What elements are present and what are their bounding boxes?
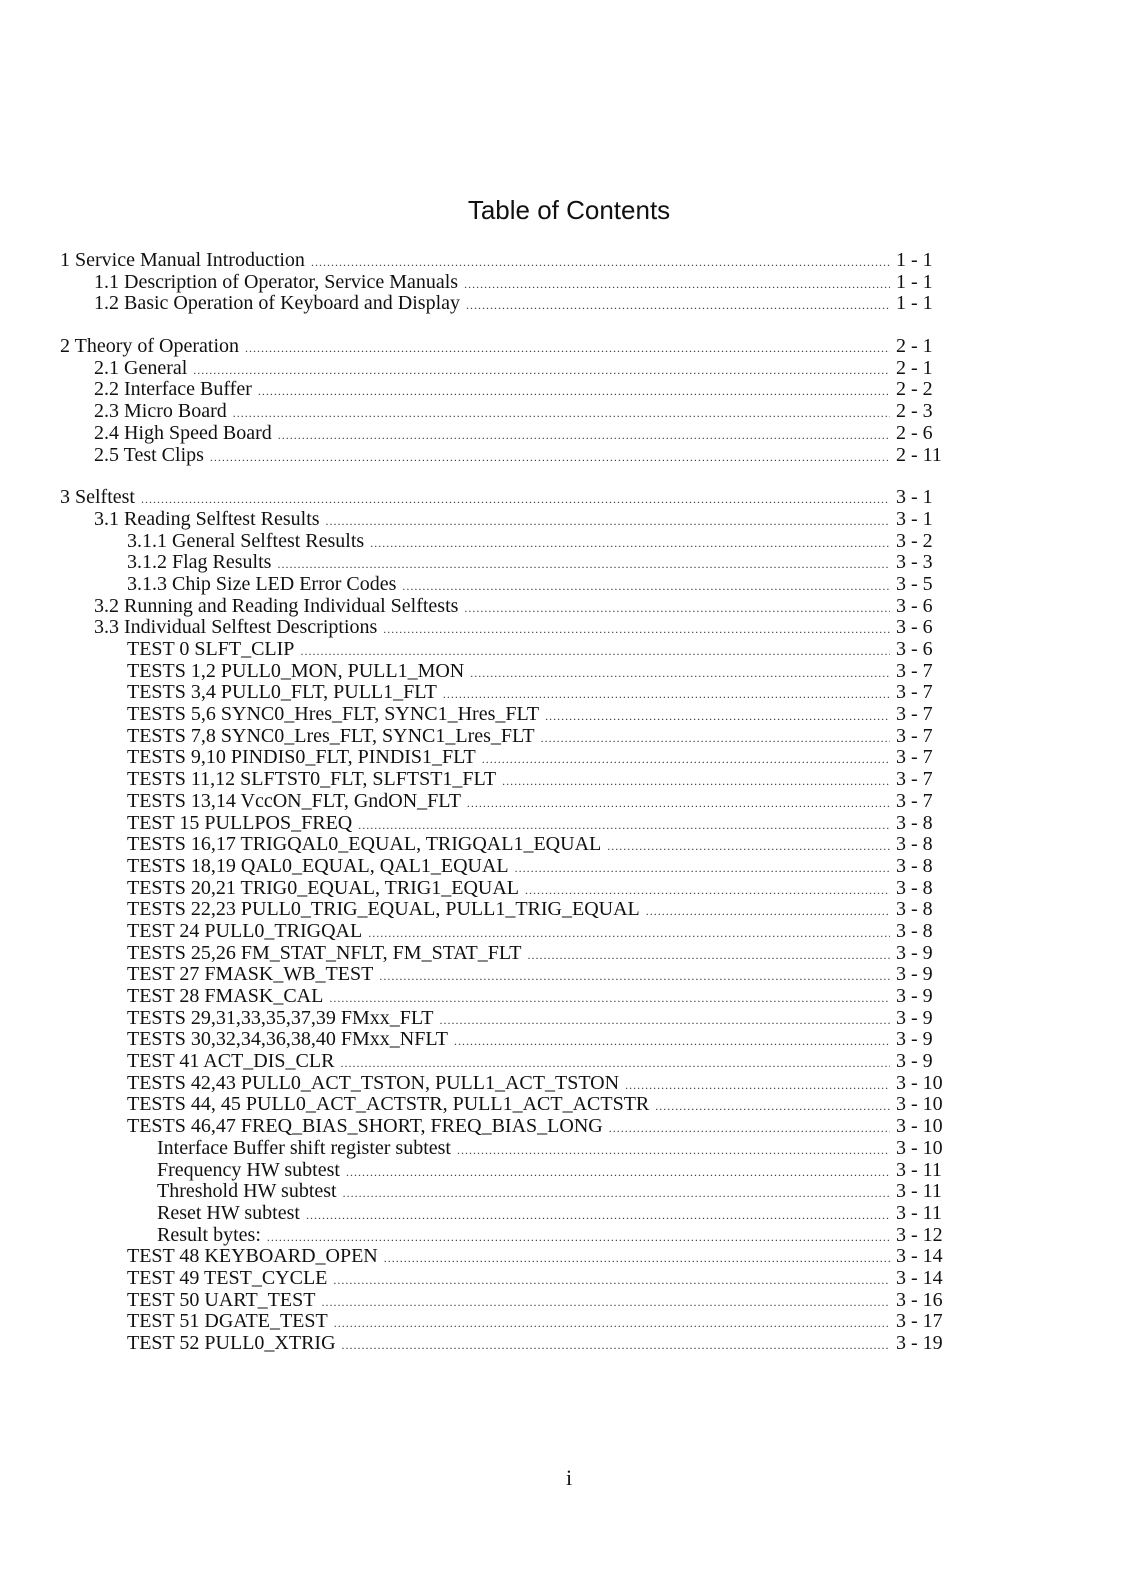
toc-entry-title: Interface Buffer shift register subtest <box>157 1136 451 1159</box>
dot-leader <box>321 1292 890 1314</box>
toc-entry-page: 2 - 1 <box>896 335 933 358</box>
dot-leader <box>306 1205 890 1227</box>
toc-entry-title: TESTS 11,12 SLFTST0_FLT, SLFTST1_FLT <box>127 768 497 791</box>
toc-entry-title: 2 Theory of Operation <box>60 335 240 358</box>
toc-entry-page: 3 - 6 <box>896 616 933 639</box>
toc-entry-title: Result bytes: <box>157 1223 261 1246</box>
toc-entry-title: TESTS 22,23 PULL0_TRIG_EQUAL, PULL1_TRIG_EQUAL <box>127 898 640 921</box>
toc-entry[interactable] <box>60 250 950 272</box>
toc-entry-page: 3 - 7 <box>896 703 933 726</box>
toc-entry[interactable] <box>60 293 950 315</box>
toc-entry[interactable] <box>60 704 950 726</box>
dot-leader <box>384 1248 890 1270</box>
toc-entry[interactable] <box>60 596 950 618</box>
toc-entry[interactable] <box>60 899 950 921</box>
dot-leader <box>482 749 890 771</box>
dot-leader <box>233 403 890 425</box>
toc-entry-title: TESTS 30,32,34,36,38,40 FMxx_NFLT <box>127 1028 448 1051</box>
toc-entry-title: TESTS 44, 45 PULL0_ACT_ACTSTR, PULL1_ACT_ACTSTR <box>127 1093 650 1116</box>
toc-entry-page: 3 - 7 <box>896 659 933 682</box>
toc-entry[interactable] <box>60 813 950 835</box>
toc-entry[interactable] <box>60 401 950 423</box>
toc-entry-title: TEST 52 PULL0_XTRIG <box>127 1332 336 1354</box>
toc-entry[interactable] <box>60 1073 950 1095</box>
toc-entry-title: TESTS 5,6 SYNC0_Hres_FLT, SYNC1_Hres_FLT <box>127 703 540 726</box>
toc-entry-page: 1 - 1 <box>896 249 933 271</box>
toc-entry-page: 3 - 9 <box>896 941 933 964</box>
toc-entry-page: 3 - 10 <box>896 1136 943 1159</box>
toc-entry-title: 3.1.1 General Selftest Results <box>127 529 365 552</box>
toc-entry[interactable] <box>60 1160 950 1182</box>
dot-leader <box>193 360 890 382</box>
toc-entry-title: Reset HW subtest <box>157 1201 300 1224</box>
toc-entry-page: 3 - 10 <box>896 1093 943 1116</box>
toc-entry-page: 3 - 8 <box>896 898 933 921</box>
toc-section <box>60 336 950 466</box>
dot-leader <box>342 1335 890 1357</box>
toc-entry-title: TEST 28 FMASK_CAL <box>127 985 324 1007</box>
dot-leader <box>333 1270 890 1292</box>
dot-leader <box>609 1118 890 1140</box>
dot-leader <box>541 728 890 750</box>
toc-entry-title: 1.2 Basic Operation of Keyboard and Display <box>94 292 461 315</box>
toc-entry[interactable] <box>60 964 950 986</box>
toc-entry-title: TESTS 1,2 PULL0_MON, PULL1_MON <box>127 659 465 682</box>
dot-leader <box>467 793 890 815</box>
toc-entry-title: 3.3 Individual Selftest Descriptions <box>94 616 378 639</box>
toc-entry-page: 3 - 7 <box>896 681 933 704</box>
dot-leader <box>383 619 890 641</box>
toc-entry-title: 2.1 General <box>94 356 188 379</box>
toc-entry[interactable] <box>60 1029 950 1051</box>
toc-entry-page: 3 - 6 <box>896 594 933 617</box>
toc-entry-page: 3 - 2 <box>896 529 933 552</box>
toc-entry[interactable] <box>60 423 950 445</box>
toc-entry-page: 3 - 7 <box>896 768 933 791</box>
toc-entry-title: TEST 48 KEYBOARD_OPEN <box>127 1245 378 1268</box>
dot-leader <box>470 663 890 685</box>
dot-leader <box>346 1162 890 1184</box>
toc-entry-title: Frequency HW subtest <box>157 1158 340 1181</box>
toc-entry-title: TESTS 20,21 TRIG0_EQUAL, TRIG1_EQUAL <box>127 876 520 899</box>
toc-entry[interactable] <box>60 1311 950 1333</box>
toc-entry[interactable] <box>60 639 950 661</box>
toc-entry[interactable] <box>60 769 950 791</box>
page-number: i <box>565 1465 573 1490</box>
toc-entry-page: 3 - 8 <box>896 919 933 942</box>
dot-leader <box>326 511 890 533</box>
toc-entry-page: 3 - 16 <box>896 1288 943 1311</box>
table-of-contents <box>60 250 950 1376</box>
toc-entry-title: TESTS 25,26 FM_STAT_NFLT, FM_STAT_FLT <box>127 941 522 964</box>
toc-entry-title: TEST 49 TEST_CYCLE <box>127 1266 328 1289</box>
toc-entry-title: TESTS 29,31,33,35,37,39 FMxx_FLT <box>127 1006 434 1029</box>
toc-entry[interactable] <box>60 617 950 639</box>
dot-leader <box>464 274 890 296</box>
toc-entry-page: 3 - 8 <box>896 876 933 899</box>
dot-leader <box>625 1075 890 1097</box>
toc-entry[interactable] <box>60 682 950 704</box>
page-title: Table of Contents <box>467 195 671 225</box>
dot-leader <box>466 295 890 317</box>
toc-entry-page: 2 - 2 <box>896 378 933 401</box>
toc-entry-page: 3 - 10 <box>896 1071 943 1094</box>
dot-leader <box>278 425 890 447</box>
toc-entry[interactable] <box>60 1008 950 1030</box>
toc-entry[interactable] <box>60 531 950 553</box>
toc-entry-title: 3.2 Running and Reading Individual Selftests <box>94 594 459 617</box>
toc-entry-title: TEST 41 ACT_DIS_CLR <box>127 1050 335 1073</box>
toc-entry-title: 3.1.3 Chip Size LED Error Codes <box>127 572 397 595</box>
dot-leader <box>457 1140 890 1162</box>
toc-entry-page: 3 - 9 <box>896 1028 933 1051</box>
toc-entry-title: TEST 15 PULLPOS_FREQ <box>127 811 353 834</box>
toc-entry-page: 3 - 11 <box>896 1201 942 1224</box>
toc-entry-page: 1 - 1 <box>896 292 933 315</box>
toc-entry[interactable] <box>60 379 950 401</box>
toc-entry[interactable] <box>60 272 950 294</box>
toc-entry-page: 2 - 1 <box>896 356 933 379</box>
dot-leader <box>370 533 890 555</box>
toc-entry[interactable] <box>60 574 950 596</box>
toc-entry[interactable] <box>60 1181 950 1203</box>
toc-entry-title: TESTS 16,17 TRIGQAL0_EQUAL, TRIGQAL1_EQUAL <box>127 833 602 856</box>
toc-entry-title: TEST 24 PULL0_TRIGQAL <box>127 919 363 942</box>
toc-entry-title: TESTS 13,14 VccON_FLT, GndON_FLT <box>127 789 461 812</box>
toc-entry-title: TESTS 42,43 PULL0_ACT_TSTON, PULL1_ACT_TSTON <box>127 1071 620 1094</box>
toc-entry-page: 3 - 10 <box>896 1115 943 1138</box>
toc-entry[interactable] <box>60 943 950 965</box>
toc-entry[interactable] <box>60 986 950 1008</box>
toc-entry-page: 2 - 6 <box>896 421 933 444</box>
dot-leader <box>258 381 890 403</box>
dot-leader <box>210 447 890 469</box>
toc-entry-title: Threshold HW subtest <box>157 1180 337 1203</box>
toc-entry-page: 3 - 7 <box>896 789 933 812</box>
toc-entry[interactable] <box>60 834 950 856</box>
toc-entry[interactable] <box>60 487 950 509</box>
toc-entry[interactable] <box>60 509 950 531</box>
toc-section <box>60 250 950 315</box>
toc-entry-page: 3 - 7 <box>896 746 933 769</box>
toc-entry-title: TESTS 9,10 PINDIS0_FLT, PINDIS1_FLT <box>127 746 476 769</box>
toc-entry[interactable] <box>60 661 950 683</box>
toc-entry-page: 3 - 1 <box>896 486 933 509</box>
toc-entry-page: 3 - 12 <box>896 1223 943 1246</box>
toc-entry[interactable] <box>60 791 950 813</box>
dot-leader <box>440 1010 890 1032</box>
toc-entry[interactable] <box>60 1051 950 1073</box>
toc-entry-title: 3.1 Reading Selftest Results <box>94 507 320 530</box>
toc-entry-page: 3 - 19 <box>896 1332 943 1354</box>
toc-entry[interactable] <box>60 1203 950 1225</box>
toc-section <box>60 487 950 1355</box>
toc-entry-page: 3 - 9 <box>896 1050 933 1073</box>
dot-leader <box>464 598 890 620</box>
toc-entry[interactable] <box>60 1138 950 1160</box>
toc-entry-page: 3 - 6 <box>896 638 933 660</box>
dot-leader <box>607 836 890 858</box>
toc-entry-page: 1 - 1 <box>896 270 933 293</box>
dot-leader <box>245 338 890 360</box>
toc-entry-page: 2 - 3 <box>896 400 933 423</box>
toc-entry-page: 3 - 5 <box>896 572 933 595</box>
toc-entry-title: TESTS 3,4 PULL0_FLT, PULL1_FLT <box>127 681 437 704</box>
toc-entry[interactable] <box>60 552 950 574</box>
toc-entry-title: TEST 50 UART_TEST <box>127 1288 316 1311</box>
toc-entry-title: 1 Service Manual Introduction <box>60 249 305 271</box>
toc-entry-title: 3.1.2 Flag Results <box>127 551 272 574</box>
toc-entry[interactable] <box>60 1333 950 1355</box>
toc-entry-title: 2.5 Test Clips <box>94 443 204 466</box>
toc-entry-page: 2 - 11 <box>896 443 942 466</box>
toc-entry-page: 3 - 9 <box>896 985 933 1007</box>
toc-entry-title: 2.2 Interface Buffer <box>94 378 252 401</box>
toc-entry-page: 3 - 7 <box>896 724 933 747</box>
dot-leader <box>454 1031 890 1053</box>
toc-entry-page: 3 - 14 <box>896 1245 943 1268</box>
toc-entry-page: 3 - 8 <box>896 833 933 856</box>
toc-entry[interactable] <box>60 336 950 358</box>
toc-entry-title: TESTS 46,47 FREQ_BIAS_SHORT, FREQ_BIAS_LONG <box>127 1115 603 1138</box>
toc-entry-page: 3 - 1 <box>896 507 933 530</box>
dot-leader <box>334 1313 890 1335</box>
toc-entry-title: TEST 0 SLFT_CLIP <box>127 638 295 660</box>
toc-entry-page: 3 - 11 <box>896 1180 942 1203</box>
toc-entry-page: 3 - 9 <box>896 1006 933 1029</box>
dot-leader <box>545 706 890 728</box>
toc-entry[interactable] <box>60 358 950 380</box>
dot-leader <box>515 858 890 880</box>
toc-entry-page: 3 - 9 <box>896 963 933 986</box>
toc-entry-title: TESTS 18,19 QAL0_EQUAL, QAL1_EQUAL <box>127 854 509 877</box>
dot-leader <box>343 1183 890 1205</box>
toc-entry[interactable] <box>60 1290 950 1312</box>
dot-leader <box>502 771 890 793</box>
dot-leader <box>646 901 890 923</box>
toc-entry-title: TEST 51 DGATE_TEST <box>127 1310 328 1333</box>
toc-entry[interactable] <box>60 1268 950 1290</box>
toc-entry-title: 3 Selftest <box>60 486 135 509</box>
dot-leader <box>527 945 890 967</box>
toc-entry-page: 3 - 8 <box>896 811 933 834</box>
toc-entry-title: TESTS 7,8 SYNC0_Lres_FLT, SYNC1_Lres_FLT <box>127 724 535 747</box>
toc-entry[interactable] <box>60 726 950 748</box>
toc-entry-page: 3 - 17 <box>896 1310 943 1333</box>
toc-entry[interactable] <box>60 1094 950 1116</box>
toc-entry-title: 2.3 Micro Board <box>94 400 227 423</box>
toc-entry[interactable] <box>60 747 950 769</box>
toc-entry[interactable] <box>60 1246 950 1268</box>
toc-entry[interactable] <box>60 445 950 467</box>
dot-leader <box>402 576 890 598</box>
toc-entry-page: 3 - 3 <box>896 551 933 574</box>
toc-entry-page: 3 - 11 <box>896 1158 942 1181</box>
dot-leader <box>379 966 890 988</box>
toc-entry-page: 3 - 14 <box>896 1266 943 1289</box>
toc-entry-page: 3 - 8 <box>896 854 933 877</box>
toc-entry[interactable] <box>60 878 950 900</box>
toc-entry-title: 2.4 High Speed Board <box>94 421 272 444</box>
dot-leader <box>655 1096 890 1118</box>
toc-entry-title: TEST 27 FMASK_WB_TEST <box>127 963 374 986</box>
toc-entry[interactable] <box>60 921 950 943</box>
toc-entry-title: 1.1 Description of Operator, Service Manuals <box>94 270 459 293</box>
toc-entry[interactable] <box>60 1116 950 1138</box>
toc-entry[interactable] <box>60 1225 950 1247</box>
toc-entry[interactable] <box>60 856 950 878</box>
